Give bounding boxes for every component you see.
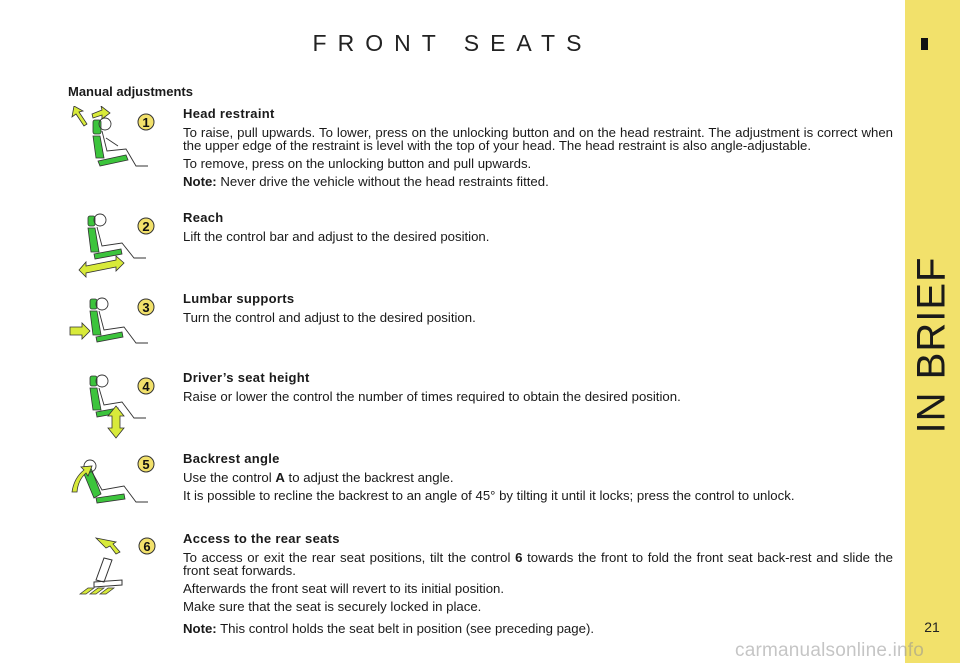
page-title: FRONT SEATS bbox=[312, 30, 593, 56]
item-paragraph bbox=[183, 551, 893, 577]
lumbar-support-illustration bbox=[66, 293, 166, 365]
item-paragraph bbox=[183, 471, 893, 484]
item-paragraph: It is possible to recline the backrest to an angle of 45° by tilting it until it locks; press the control to unlock. bbox=[183, 488, 795, 503]
svg-text:4: 4 bbox=[142, 379, 150, 394]
note-label: Note: bbox=[183, 174, 217, 189]
svg-text:5: 5 bbox=[142, 457, 150, 472]
item-paragraph: Make sure that the seat is securely locked in place. bbox=[183, 599, 482, 614]
item-seat-height bbox=[183, 371, 893, 408]
item-heading: Reach bbox=[183, 210, 224, 225]
item-heading: Access to the rear seats bbox=[183, 531, 340, 546]
item-paragraph: Afterwards the front seat will revert to its initial position. bbox=[183, 581, 505, 596]
backrest-angle-illustration bbox=[66, 450, 166, 522]
note-text: Never drive the vehicle without the head restraints fitted. bbox=[216, 174, 549, 189]
item-paragraph: To remove, press on the unlocking button and pull upwards. bbox=[183, 156, 532, 171]
item-backrest-angle bbox=[183, 452, 893, 507]
note-text: This control holds the seat belt in position (see preceding page). bbox=[216, 621, 594, 636]
item-paragraph: To raise, pull upwards. To lower, press on the unlocking button and on the head restraint. The adjustment is correct when the upper edge of the restraint is level with the top of your head. The head restraint is also angle-adjustable. bbox=[183, 125, 893, 153]
chapter-marker-icon bbox=[921, 38, 928, 50]
arrow-tilt-icon bbox=[92, 106, 110, 119]
chapter-label: IN BRIEF bbox=[909, 256, 954, 434]
page-number: 21 bbox=[924, 619, 940, 635]
section-heading: Manual adjustments bbox=[68, 84, 193, 99]
item-note bbox=[183, 622, 893, 635]
item-note bbox=[183, 175, 893, 188]
watermark: carmanualsonline.info bbox=[735, 640, 925, 661]
item-rear-access bbox=[183, 532, 893, 640]
item-reach bbox=[183, 211, 893, 248]
svg-text:2: 2 bbox=[142, 219, 150, 234]
item-heading: Driver’s seat height bbox=[183, 370, 310, 385]
text-run: Use the control bbox=[183, 470, 276, 485]
item-paragraph: Turn the control and adjust to the desired position. bbox=[183, 310, 476, 325]
item-lumbar-supports bbox=[183, 292, 893, 329]
item-head-restraint bbox=[183, 107, 893, 193]
control-label: A bbox=[275, 470, 285, 485]
arrow-tilt-forward-icon bbox=[96, 538, 120, 554]
arrow-right-icon bbox=[70, 323, 90, 339]
head-restraint-illustration bbox=[66, 106, 166, 178]
item-paragraph: Lift the control bar and adjust to the desired position. bbox=[183, 229, 490, 244]
seat-height-illustration bbox=[66, 370, 166, 442]
text-run: towards the front to fold the front seat back-rest and slide the front seat forwards. bbox=[183, 550, 894, 578]
arrow-up-icon bbox=[72, 106, 87, 126]
text-run: to adjust the backrest angle. bbox=[284, 470, 454, 485]
control-label: 6 bbox=[515, 550, 523, 565]
item-heading: Backrest angle bbox=[183, 451, 280, 466]
item-heading: Lumbar supports bbox=[183, 291, 295, 306]
arrow-horizontal-icon bbox=[79, 256, 124, 277]
svg-text:1: 1 bbox=[142, 115, 150, 130]
reach-illustration bbox=[66, 208, 166, 280]
text-run: To access or exit the rear seat positions, tilt the control bbox=[183, 550, 516, 565]
item-heading: Head restraint bbox=[183, 106, 275, 121]
note-label: Note: bbox=[183, 621, 217, 636]
arrow-slide-icon bbox=[80, 588, 114, 594]
svg-text:6: 6 bbox=[143, 539, 151, 554]
rear-access-illustration bbox=[66, 532, 166, 604]
item-paragraph: Raise or lower the control the number of times required to obtain the desired position. bbox=[183, 389, 681, 404]
svg-text:3: 3 bbox=[142, 300, 150, 315]
